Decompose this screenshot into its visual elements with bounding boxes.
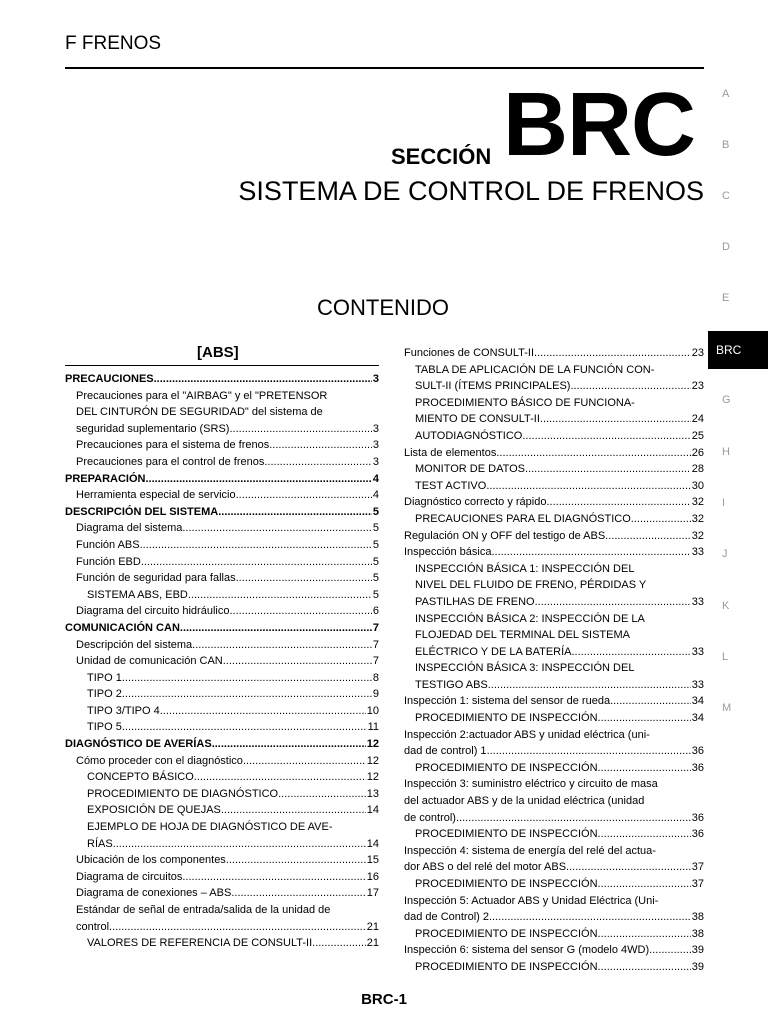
toc-entry-page: 25 [691,429,704,442]
toc-entry-page: 5 [372,538,379,551]
toc-entry-title: Inspección 5: Actuador ABS y Unidad Eléctrica (Uni- [404,894,659,907]
toc-leader-dots [182,869,365,886]
toc-leader-dots [154,371,372,388]
toc-entry-title: RÍAS [87,837,113,850]
toc-entry-page: 38 [691,911,704,924]
side-tab-letter: L [722,651,729,663]
toc-entry-title: TIPO 3/TIPO 4 [87,704,160,717]
toc-leader-dots [496,445,690,462]
toc-entry [65,504,379,521]
toc-entry [404,478,704,495]
toc-entry-title: PROCEDIMIENTO DE INSPECCIÓN [415,761,598,774]
toc-entry [65,653,379,670]
toc-entry-page: 4 [372,489,379,502]
toc-entry-title: Diagrama del sistema [76,522,183,535]
toc-entry-title: Diagrama de conexiones – ABS [76,887,232,900]
toc-entry [65,404,379,421]
toc-leader-dots [122,670,372,687]
toc-entry-page: 33 [691,678,704,691]
page-number: BRC-1 [361,991,407,1008]
toc-entry-title: Función EBD [76,555,141,568]
toc-entry-title: PROCEDIMIENTO DE INSPECCIÓN [415,712,598,725]
toc-leader-dots [598,926,691,943]
toc-entry [404,660,704,677]
toc-entry-page: 7 [372,655,379,668]
toc-leader-dots [140,537,372,554]
toc-entry [404,577,704,594]
toc-leader-dots [264,454,372,471]
toc-entry-page: 5 [372,555,379,568]
side-tab-letter: A [722,88,730,100]
toc-entry-title: Cómo proceder con el diagnóstico [76,754,243,767]
toc-leader-dots [540,411,691,428]
toc-entry-page: 6 [372,605,379,618]
toc-entry-title: dor ABS o del relé del motor ABS [404,861,567,874]
toc-entry [65,454,379,471]
toc-entry [65,421,379,438]
toc-entry-title: seguridad suplementario (SRS) [76,422,230,435]
toc-entry [65,736,379,753]
section-title: SISTEMA DE CONTROL DE FRENOS [238,176,704,206]
toc-entry-page: 3 [372,373,379,385]
abs-rule [65,365,379,366]
toc-entry-title: Inspección 1: sistema del sensor de rueda [404,695,611,708]
toc-entry-title: INSPECCIÓN BÁSICA 1: INSPECCIÓN DEL [415,562,635,575]
toc-entry [404,942,704,959]
toc-entry-title: DIAGNÓSTICO DE AVERÍAS [65,738,212,751]
toc-entry-page: 38 [691,927,704,940]
toc-entry-page: 8 [372,671,379,684]
toc-entry-page: 5 [372,588,379,601]
toc-entry [404,561,704,578]
toc-entry-title: SISTEMA ABS, EBD [87,588,188,601]
toc-entry-title: Inspección básica [404,546,492,559]
toc-leader-dots [631,511,691,528]
toc-leader-dots [598,710,691,727]
toc-entry-title: del actuador ABS y de la unidad eléctrica (unidad [404,795,645,808]
toc-entry-page: 3 [372,439,379,452]
toc-entry [404,445,704,462]
toc-entry [404,544,704,561]
toc-entry-page: 37 [691,861,704,874]
toc-leader-dots [487,743,691,760]
toc-entry [404,345,704,362]
toc-entry-page: 16 [366,870,379,883]
toc-entry-title: dad de Control) 2 [404,911,489,924]
toc-leader-dots [192,637,372,654]
toc-entry [65,520,379,537]
toc-entry-title: Precauciones para el control de frenos [76,455,265,468]
toc-entry-title: Inspección 4: sistema de energía del relé del actua- [404,844,656,857]
toc-entry-page: 33 [691,645,704,658]
toc-entry [65,554,379,571]
toc-entry-title: EXPOSICIÓN DE QUEJAS [87,804,221,817]
toc-entry-title: PROCEDIMIENTO DE INSPECCIÓN [415,927,598,940]
side-tab-letter: K [722,600,730,612]
header-rule [65,67,704,69]
toc-leader-dots [610,693,691,710]
toc-entry [404,461,704,478]
toc-entry-title: Inspección 3: suministro eléctrico y circuito de masa [404,778,658,791]
toc-entry-page: 15 [366,854,379,867]
toc-entry [65,686,379,703]
toc-entry [65,587,379,604]
toc-leader-dots [535,594,691,611]
toc-entry-title: PROCEDIMIENTO DE INSPECCIÓN [415,828,598,841]
toc-entry [65,919,379,936]
toc-entry-page: 23 [691,380,704,393]
toc-entry-page: 26 [691,446,704,459]
toc-entry-page: 4 [372,472,379,485]
toc-entry-title: TABLA DE APLICACIÓN DE LA FUNCIÓN CON- [415,363,655,376]
toc-entry-title: Diagrama de circuitos [76,870,183,883]
toc-entry [404,760,704,777]
toc-entry-title: de control) [404,811,456,824]
toc-entry-page: 33 [691,546,704,559]
toc-leader-dots [566,859,691,876]
toc-leader-dots [182,520,372,537]
toc-leader-dots [598,826,691,843]
chapter-header: F FRENOS [65,33,162,54]
toc-leader-dots [598,876,691,893]
toc-entry-page: 39 [691,944,704,957]
toc-entry-title: ELÉCTRICO Y DE LA BATERÍA [415,645,572,658]
toc-entry-title: Estándar de señal de entrada/salida de la unidad de [76,904,331,916]
side-tab-letter: H [722,446,730,458]
toc-entry [404,627,704,644]
toc-entry-page: 37 [691,878,704,890]
toc-right-column [404,345,704,976]
toc-entry-title: TIPO 5 [87,721,122,734]
toc-entry-title: FLOJEDAD DEL TERMINAL DEL SISTEMA [415,629,630,642]
side-tab-letter: B [722,139,730,151]
toc-leader-dots [570,378,690,395]
toc-entry-title: Precauciones para el "AIRBAG" y el "PRETENSOR [76,389,328,402]
toc-entry-page: 12 [366,738,379,751]
toc-entry-page: 13 [366,787,379,800]
toc-entry-page: 14 [366,804,379,817]
toc-entry [65,703,379,720]
toc-entry-title: Regulación ON y OFF del testigo de ABS [404,529,606,542]
toc-entry-title: PROCEDIMIENTO DE INSPECCIÓN [415,960,598,973]
toc-entry [404,611,704,628]
toc-entry [404,594,704,611]
toc-entry [65,753,379,770]
toc-entry-page: 32 [691,529,704,542]
toc-entry-title: Diagnóstico correcto y rápido [404,496,547,509]
toc-entry-page: 36 [691,811,704,824]
toc-leader-dots [522,428,690,445]
side-tab-letter: E [722,292,730,304]
toc-leader-dots [223,653,372,670]
toc-entry-title: Descripción del sistema [76,638,193,651]
toc-entry [404,959,704,976]
toc-entry-page: 32 [691,496,704,509]
toc-entry-title: TIPO 2 [87,688,122,701]
side-tab-letter: J [722,548,728,560]
toc-entry [404,876,704,893]
toc-entry [404,677,704,694]
toc-entry-page: 33 [691,595,704,608]
toc-entry-title: Función de seguridad para fallas [76,572,236,585]
toc-leader-dots [278,786,366,803]
toc-entry [404,926,704,943]
toc-leader-dots [489,909,691,926]
toc-entry-page: 21 [366,920,379,933]
toc-entry [404,743,704,760]
toc-left-column [65,371,379,952]
toc-entry [404,378,704,395]
toc-entry-title: Unidad de comunicación CAN [76,655,223,668]
toc-entry-page: 3 [372,422,379,435]
toc-entry-page: 39 [691,960,704,973]
toc-leader-dots [236,487,372,504]
toc-entry-page: 5 [372,522,379,535]
toc-entry-page: 9 [372,688,379,701]
toc-entry-title: MONITOR DE DATOS [415,463,526,476]
toc-entry [404,843,704,860]
side-tab-letter: M [722,702,732,714]
toc-entry [404,362,704,379]
toc-entry-page: 17 [366,887,379,900]
toc-entry-title: PROCEDIMIENTO DE DIAGNÓSTICO [87,787,279,800]
toc-entry [404,693,704,710]
toc-entry [65,719,379,736]
toc-entry [404,411,704,428]
toc-entry-title: Inspección 6: sistema del sensor G (modelo 4WD) [404,944,650,957]
toc-entry-title: PROCEDIMIENTO DE INSPECCIÓN [415,878,598,890]
toc-entry-title: MIENTO DE CONSULT-II [415,413,540,426]
toc-entry-title: Funciones de CONSULT-II [404,347,535,359]
toc-entry-page: 5 [372,572,379,585]
toc-leader-dots [546,494,690,511]
toc-entry-title: Ubicación de los componentes [76,854,226,867]
toc-entry [65,869,379,886]
toc-leader-dots [243,753,366,770]
toc-leader-dots [491,544,690,561]
toc-entry [404,826,704,843]
toc-entry [65,786,379,803]
toc-entry-page: 7 [372,638,379,651]
toc-entry [404,494,704,511]
toc-entry-title: DESCRIPCIÓN DEL SISTEMA [65,505,219,518]
toc-leader-dots [525,461,691,478]
toc-entry-title: TEST ACTIVO [415,479,487,492]
toc-entry-page: 14 [366,837,379,850]
toc-entry-page: 36 [691,745,704,758]
toc-entry-title: EJEMPLO DE HOJA DE DIAGNÓSTICO DE AVE- [87,821,333,834]
toc-leader-dots [534,345,691,362]
toc-entry-page: 32 [691,512,704,525]
toc-entry [404,859,704,876]
toc-leader-dots [141,554,372,571]
toc-leader-dots [180,620,372,637]
toc-entry-title: Inspección 2:actuador ABS y unidad eléctrica (uni- [404,728,650,741]
toc-entry [65,620,379,637]
toc-entry [65,670,379,687]
toc-entry-page: 10 [366,704,379,717]
toc-entry-title: SULT-II (ÍTEMS PRINCIPALES) [415,380,571,393]
toc-entry [404,727,704,744]
toc-entry [65,388,379,405]
side-tab-letter: I [722,497,726,509]
toc-entry-page: 7 [372,621,379,634]
toc-entry [404,793,704,810]
toc-entry-title: INSPECCIÓN BÁSICA 3: INSPECCIÓN DEL [415,662,635,675]
toc-entry [65,487,379,504]
toc-leader-dots [229,421,371,438]
toc-leader-dots [488,677,691,694]
contents-heading: CONTENIDO [317,295,449,320]
toc-entry [404,776,704,793]
toc-entry [404,710,704,727]
toc-entry-page: 12 [366,754,379,767]
section-label: SECCIÓN [391,144,492,169]
toc-leader-dots [598,760,691,777]
toc-entry-title: AUTODIAGNÓSTICO [415,429,523,442]
toc-entry-page: 23 [691,347,704,359]
toc-entry [65,802,379,819]
toc-leader-dots [218,504,372,521]
section-code: BRC [503,75,695,175]
toc-leader-dots [113,836,366,853]
toc-entry-title: PASTILHAS DE FRENO [415,595,535,608]
toc-entry [65,570,379,587]
toc-entry-page: 11 [367,721,379,734]
side-tab-active: BRC [708,331,768,369]
toc-entry [404,893,704,910]
toc-entry-title: PRECAUCIONES PARA EL DIAGNÓSTICO [415,512,631,525]
toc-leader-dots [109,919,366,936]
toc-entry-title: COMUNICACIÓN CAN [65,621,180,634]
toc-entry [404,511,704,528]
toc-entry-title: PROCEDIMIENTO BÁSICO DE FUNCIONA- [415,396,635,409]
toc-leader-dots [269,437,372,454]
toc-entry-page: 36 [691,761,704,774]
toc-leader-dots [486,478,690,495]
toc-entry-title: INSPECCIÓN BÁSICA 2: INSPECCIÓN DE LA [415,612,645,625]
toc-entry [404,528,704,545]
toc-leader-dots [312,935,366,952]
toc-leader-dots [122,719,367,736]
toc-entry [404,428,704,445]
toc-entry [65,902,379,919]
toc-entry [65,603,379,620]
toc-entry [65,836,379,853]
toc-leader-dots [188,587,372,604]
toc-entry [65,371,379,388]
toc-entry [404,395,704,412]
toc-entry-title: CONCEPTO BÁSICO [87,771,194,784]
toc-leader-dots [145,471,371,488]
toc-entry-title: control [76,920,110,933]
toc-entry-title: Precauciones para el sistema de frenos [76,439,270,452]
toc-leader-dots [229,603,371,620]
toc-leader-dots [226,852,366,869]
toc-leader-dots [221,802,366,819]
toc-entry-title: NIVEL DEL FLUIDO DE FRENO, PÉRDIDAS Y [415,579,647,592]
toc-entry-title: TIPO 1 [87,671,122,684]
toc-leader-dots [194,769,366,786]
toc-entry-page: 3 [372,455,379,468]
toc-entry [65,852,379,869]
toc-entry [65,885,379,902]
side-tab-letter: G [722,394,731,406]
toc-entry-title: Diagrama del circuito hidráulico [76,605,230,618]
toc-entry [65,637,379,654]
toc-entry-page: 24 [691,413,704,426]
toc-leader-dots [231,885,365,902]
toc-entry-page: 36 [691,828,704,841]
toc-entry-title: Herramienta especial de servicio [76,489,236,502]
toc-entry [404,810,704,827]
toc-entry [404,909,704,926]
toc-entry-page: 5 [372,505,379,518]
side-tab-letter: C [722,190,730,202]
toc-entry-page: 34 [691,695,704,708]
toc-entry-title: PREPARACIÓN [65,472,146,485]
toc-entry [65,935,379,952]
toc-leader-dots [122,686,372,703]
toc-leader-dots [456,810,691,827]
toc-entry-title: VALORES DE REFERENCIA DE CONSULT-II [87,937,313,950]
toc-leader-dots [649,942,691,959]
toc-entry-page: 28 [691,463,704,476]
toc-entry-page: 34 [691,712,704,725]
toc-entry-title: Lista de elementos [404,446,497,459]
toc-entry-title: TESTIGO ABS [415,678,488,691]
toc-entry [65,819,379,836]
abs-heading: [ABS] [197,344,239,361]
toc-entry [404,644,704,661]
toc-entry [65,769,379,786]
toc-entry-page: 30 [691,479,704,492]
toc-entry [65,437,379,454]
toc-entry-page: 21 [366,937,379,950]
toc-entry-title: PRECAUCIONES [65,373,154,385]
toc-entry [65,471,379,488]
toc-leader-dots [605,528,691,545]
toc-entry-title: Función ABS [76,538,140,551]
toc-leader-dots [236,570,372,587]
toc-entry [65,537,379,554]
toc-entry-title: dad de control) 1 [404,745,487,758]
toc-entry-page: 12 [366,771,379,784]
toc-leader-dots [572,644,691,661]
toc-entry-title: DEL CINTURÓN DE SEGURIDAD" del sistema de [76,406,323,419]
side-tab-letter: D [722,241,730,253]
toc-leader-dots [598,959,691,976]
toc-leader-dots [212,736,366,753]
toc-leader-dots [160,703,366,720]
